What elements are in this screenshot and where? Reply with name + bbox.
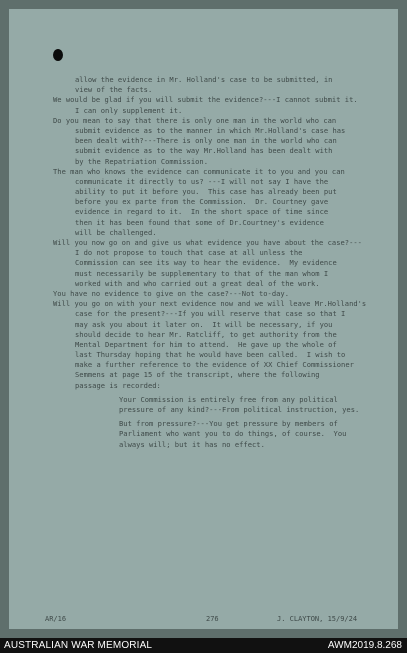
transcript-line: allow the evidence in Mr. Holland's case to be submitted, in — [75, 75, 333, 84]
transcript-line: case for the present?---If you will reserve that case so that I — [75, 309, 346, 319]
transcript-text — [9, 75, 398, 595]
transcript-line: Commission can see its way to hear the evidence. My evidence — [75, 258, 337, 268]
institution-label: AUSTRALIAN WAR MEMORIAL — [4, 640, 153, 651]
transcript-line: should decide to hear Mr. Ratcliff, to get authority from the — [75, 329, 337, 339]
transcript-line: ability to put it before you. This case has already been put — [75, 187, 337, 197]
transcript-line: You have no evidence to give on the case?---Not to-day. — [53, 288, 289, 298]
transcript-line: Do you mean to say that there is only one man in the world who can — [53, 115, 337, 125]
quoted-line: Your Commission is entirely free from any political — [119, 394, 338, 404]
transcript-line: submit evidence as to the way Mr.Holland has been dealt with — [75, 146, 333, 156]
transcript-line: may ask you about it later on. It will be necessary, if you — [75, 319, 333, 329]
punch-hole — [53, 49, 63, 61]
archive-strip — [0, 638, 407, 653]
quoted-line: pressure of any kind?---From political instruction, yes. — [119, 405, 360, 414]
transcript-line: We would be glad if you will submit the evidence?---I cannot submit it. — [53, 95, 358, 105]
footer-code: AR/16 — [45, 615, 67, 623]
transcript-line: The man who knows the evidence can communicate it to you and you can — [53, 166, 345, 176]
transcript-line: evidence in regard to it. In the short space of time since — [75, 207, 329, 217]
transcript-line: communicate it directly to us? ---I will not say I have the — [75, 176, 329, 186]
quoted-line: always will; but it has no effect. — [119, 439, 265, 449]
quoted-line: But from pressure?---You get pressure by members of — [119, 419, 338, 429]
transcript-line: last Thursday hoping that he would have been called. I wish to — [75, 350, 346, 360]
transcript-line: I can only supplement it. — [75, 105, 183, 115]
transcript-line: make a further reference to the evidence of XX Chief Commissioner — [75, 360, 354, 370]
transcript-line: Will you go on with your next evidence now and we will leave Mr.Holland's — [53, 299, 367, 309]
transcript-line: view of the facts. — [75, 85, 153, 95]
transcript-line: before you ex parte from the Commission. Dr. Courtney gave — [75, 197, 329, 207]
transcript-line: Mental Department for him to attend. He gave up the whole of — [75, 339, 337, 349]
transcript-line: passage is recorded: — [75, 380, 161, 390]
transcript-line: must necessarily be supplementary to that of the man whom I — [75, 268, 329, 278]
document-page — [9, 9, 398, 629]
transcript-line: worked with and who carried out a great deal of the work. — [75, 278, 320, 288]
transcript-line: I do not propose to touch that case at all unless the — [75, 248, 303, 258]
footer-signature: J. CLAYTON, 15/9/24 — [277, 615, 358, 623]
quoted-line: Parliament who want you to do things, of course. You — [119, 429, 347, 439]
transcript-line: will be challenged. — [75, 227, 157, 237]
transcript-line: Will you now go on and give us what evidence you have about the case?--- — [53, 238, 362, 247]
transcript-line: Semmens at page 15 of the transcript, where the following — [75, 370, 320, 380]
footer-page-number: 276 — [206, 615, 219, 623]
reference-label: AWM2019.8.268 — [327, 640, 402, 651]
transcript-line: by the Repatriation Commission. — [75, 156, 209, 166]
transcript-line: been dealt with?---There is only one man in the world who can — [75, 136, 337, 146]
transcript-line: submit evidence as to the manner in which Mr.Holland's case has — [75, 125, 346, 135]
transcript-line: then it has been found that some of Dr.Courtney's evidence — [75, 217, 324, 227]
